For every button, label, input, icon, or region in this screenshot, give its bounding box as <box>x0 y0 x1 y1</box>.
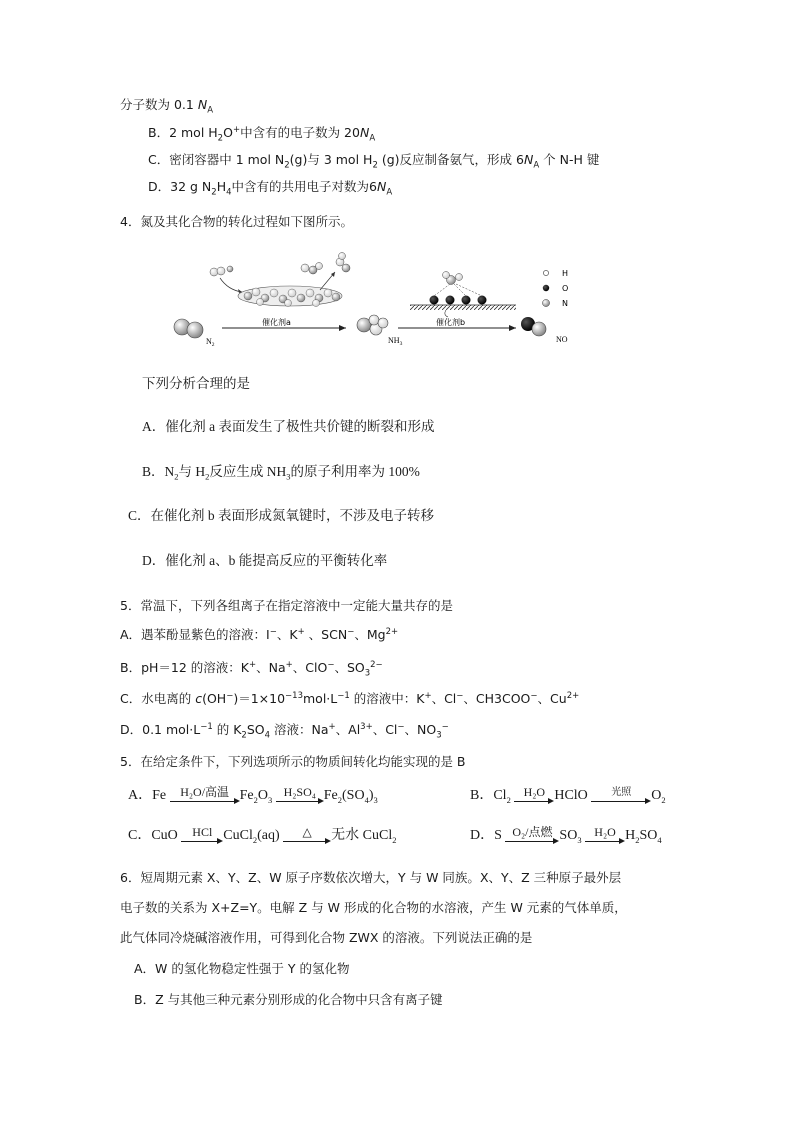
q4-prompt: 下列分析合理的是 <box>142 376 250 391</box>
catalyst-a-surface-icon <box>238 286 342 307</box>
svg-text:N: N <box>562 299 568 308</box>
nh3-leaving-icon <box>301 253 350 291</box>
q6-line-1: 6．短周期元素 X、Y、Z、W 原子序数依次增大，Y 与 W 同族。X、Y、Z 三种原子最外层 <box>120 870 622 885</box>
q5b-option-a: A．Fe H₂O/高温 $Fe_2O_3$ H₂SO₄ $Fe_2(SO_4)_3$ <box>128 785 378 805</box>
n2-molecule-icon <box>174 319 203 338</box>
q5a-stem: 5．常温下，下列各组离子在指定溶液中一定能大量共存的是 <box>120 598 453 613</box>
legend <box>542 269 568 308</box>
nh3-molecule-icon <box>357 315 388 335</box>
svg-text:H: H <box>562 269 569 278</box>
label-n2: $N_2$ <box>206 337 215 348</box>
label-nh3: $NH_3$ <box>388 336 403 347</box>
q4-option-d: D．催化剂 a、b 能提高反应的平衡转化率 <box>142 553 388 568</box>
q6-option-a: A．W 的氢化物稳定性强于 Y 的氢化物 <box>134 961 350 976</box>
q3-tail: 分子数为 0.1 $N_A$ <box>120 97 214 116</box>
q6-line-3: 此气体同冷烧碱溶液作用，可得到化合物 ZWX 的溶液。下列说法正确的是 <box>120 930 533 945</box>
q5b-option-d: D．S O₂/点燃 $SO_3$ H₂O $H_2SO_4$ <box>470 825 662 845</box>
q5a-option-b: B．pH＝12 的溶液：K+、Na+、ClO−、$SO_3^{2-}$ <box>120 659 383 679</box>
q5b-option-b: B．$Cl_2$ H₂O HClO 光照 $O_2$ <box>470 785 666 805</box>
q3-option-c: C．密闭容器中 1 mol $N_2(g)$与 3 mol $H_2$ (g)反应制备氨气，形成 $6N_A$ 个 N-H 键 <box>148 152 600 171</box>
q4-option-c: C．在催化剂 b 表面形成氮氧键时，不涉及电子转移 <box>128 508 435 523</box>
q6-option-b: B．Z 与其他三种元素分别形成的化合物中只含有离子键 <box>134 992 443 1007</box>
nitrogen-conversion-figure <box>170 250 600 350</box>
q3-option-b: B．2 mol $H_2O^+$中含有的电子数为 $20N_A$ <box>148 124 376 144</box>
h2-molecule-icon <box>210 266 242 293</box>
q6-line-2: 电子数的关系为 X+Z=Y。电解 Z 与 W 形成的化合物的水溶液，产生 W 元素的气体单质， <box>120 900 627 915</box>
no-molecule-icon <box>521 317 546 336</box>
q5b-stem: 5．在给定条件下，下列选项所示的物质间转化均能实现的是 B <box>120 754 466 769</box>
label-no: NO <box>556 335 568 344</box>
q5b-option-c: C．CuO HCl CuCl$_2$(aq) △ 无水 CuCl$_2$ <box>128 825 397 845</box>
q4-stem: 4．氮及其化合物的转化过程如下图所示。 <box>120 214 353 229</box>
q5a-option-a: A．遇苯酚显紫色的溶液：I−、K+ 、SCN−、$Mg^{2+}$ <box>120 626 399 642</box>
q5a-option-d: D．0.1 $mol\cdot L^{-1}$ 的 $K_2SO_4$ 溶液：Na+、$Al^{3+}$、Cl−、$NO_3^-$ <box>120 721 449 741</box>
q5a-option-c: C．水电离的 $c(OH^-)=1\times 10^{-13}mol\cdot L^{-1}$ 的溶液中：K+、Cl−、CH3COO−、$Cu^{2+}$ <box>120 690 580 706</box>
q4-option-a: A．催化剂 a 表面发生了极性共价键的断裂和形成 <box>142 419 435 434</box>
label-catalyst-a: 催化剂a <box>262 318 291 327</box>
label-catalyst-b: 催化剂b <box>436 318 466 327</box>
q4-option-b: B．$N_2$与 $H_2$反应生成 $NH_3$的原子利用率为 100% <box>142 464 420 482</box>
svg-text:O: O <box>562 284 569 293</box>
catalyst-b-surface-icon <box>410 272 516 318</box>
q3-option-d: D．32 g $N_2H_4$中含有的共用电子对数为$6N_A$ <box>148 179 393 198</box>
